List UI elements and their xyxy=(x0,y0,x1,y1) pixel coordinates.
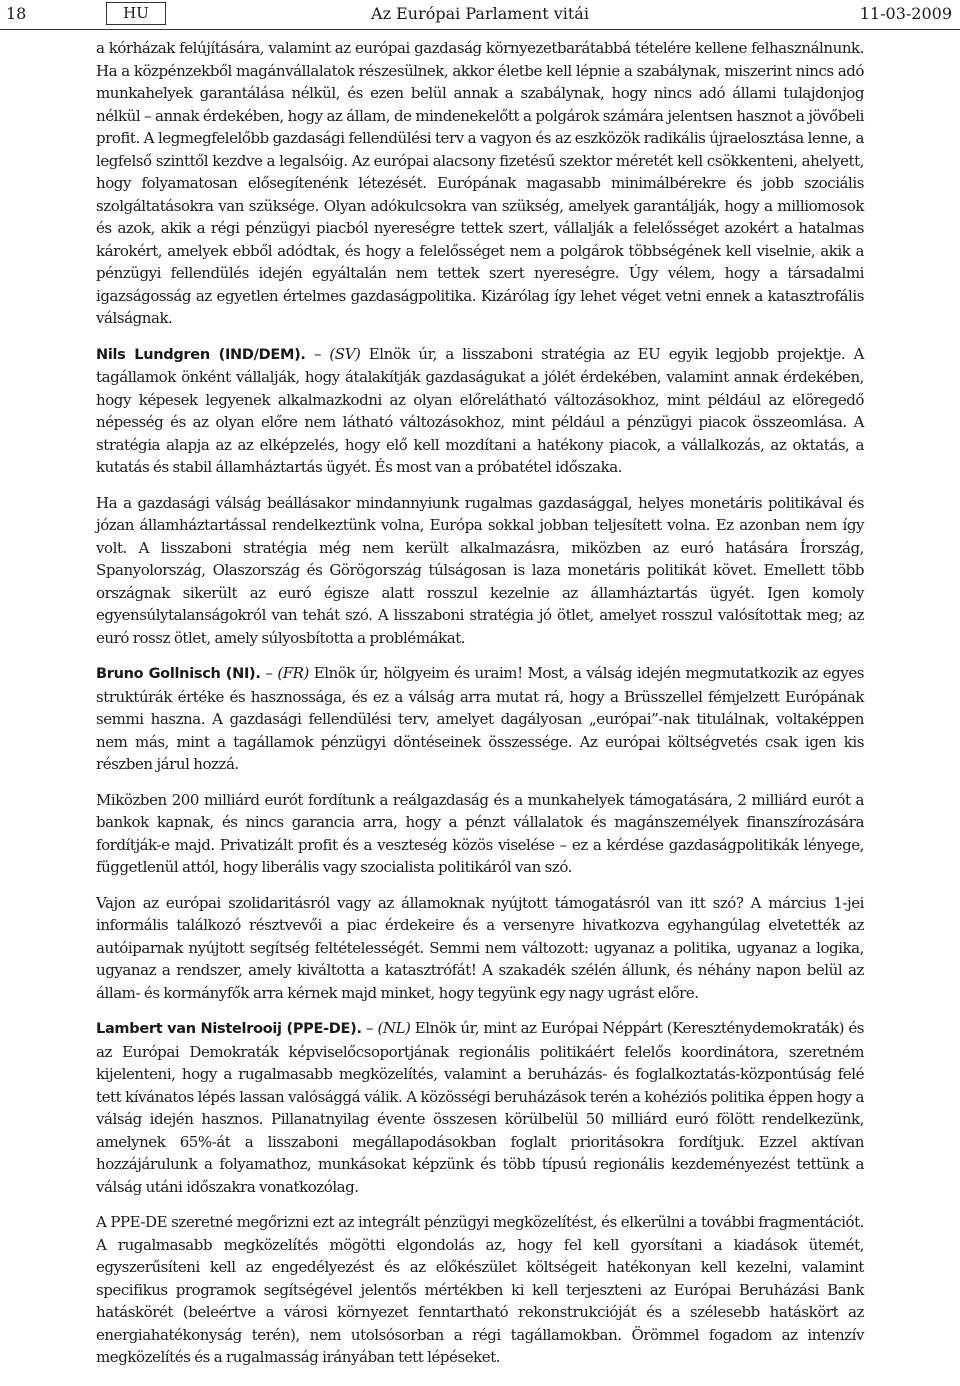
document-body xyxy=(96,37,864,1382)
paragraph-text: Vajon az európai szolidaritásról vagy az államoknak nyújtott támogatásról van itt szó? A március 1-jei informális találkozó résztvevői a piac érdekeire és a versenyre hivatkozva egyhangúlag elvetették az autóiparnak nyújtott segítség feltételességét. Semmi nem változott: ugyanaz a politika, ugyanaz a logika, ugyanaz a rendszer, amely kiváltotta a katasztrófát! A szakadék szélén állunk, és néhány napon belül az állam- és kormányfők arra kérnek majd minket, hogy tegyünk egy nagy ugrást előre. xyxy=(96,893,864,1002)
header-rule xyxy=(0,29,960,30)
speech-paragraph: Bruno Gollnisch (NI). – (FR) Elnök úr, hölgyeim és uraim! Most, a válság idején megmutatkozik az egyes struktúrák értéke és hasznossága, és ez a válság arra mutat rá, hogy a Brüsszellel fémjelzett Európának semmi haszna. A gazdasági fellendülési terv, amelyet dagályosan „európai”-nak titulálnak, voltaképpen nem más, mint a tagállamok pénzügyi döntéseinek összessége. Az európai költségvetés csak igen kis részben járul hozzá. xyxy=(96,664,865,773)
paragraph xyxy=(96,1211,864,1369)
speaker-name: Nils Lundgren (IND/DEM). xyxy=(96,346,306,363)
page-header xyxy=(0,0,960,30)
page-number: 18 xyxy=(6,4,27,23)
paragraph-text: Elnök úr, a lisszaboni stratégia az EU egyik legjobb projektje. A tagállamok önként vállalják, hogy átalakítják gazdaságukat a jólét érdekében, valamint annak érdekében, hogy képesek legyenek alkalmazkodni az olyan előrelátható változásokhoz, mint például az elöregedő népesség és az olyan előre nem látható változásokhoz, mint például a pénzügyi piacok összeomlása. A stratégia alapja az az elképzelés, hogy elő kell mozdítani a hatékony piacok, a vállalkozás, az oktatás, a kutatás és stabil államháztartás ügyét. És most van a próbatétel időszaka. xyxy=(96,344,864,476)
language-tag: (FR) xyxy=(277,664,309,682)
paragraph-text: A PPE-DE szeretné megőrizni ezt az integrált pénzügyi megközelítést, és elkerülni a további fragmentációt. A rugalmasabb megközelítés mögötti elgondolás az, hogy fel kell gyorsítani a kiadások ütemét, egyszerűsíteni kell az engedélyezést és az előkészület költségeit hatékonyan kell kezelni, valamint specifikus programok segítségével jelentős mértékben ki kell terjeszteni az Európai Beruházási Bank hatáskörét (beleértve a városi környezet fenntartható rekonstrukcióját és a szélesebb hatáskört az energiahatékonyság terén), nem utolsósorban a régi tagállamokban. Örömmel fogadom az intenzív megközelítés és a rugalmasság irányában tett lépéseket. xyxy=(96,1213,864,1366)
publication-date: 11-03-2009 xyxy=(859,4,952,23)
speaker-name: Bruno Gollnisch (NI). xyxy=(96,666,261,682)
paragraph-text: Elnök úr, hölgyeim és uraim! Most, a válság idején megmutatkozik az egyes struktúrák értéke és hasznossága, és ez a válság arra mutat rá, hogy a Brüsszellel fémjelzett Európának semmi haszna. A gazdasági fellendülési terv, amelyet dagályosan „európai”-nak titulálnak, voltaképpen nem más, mint a tagállamok pénzügyi döntéseinek összessége. Az európai költségvetés csak igen kis részben járul hozzá. xyxy=(96,664,865,773)
paragraph-text: Elnök úr, mint az Európai Néppárt (Kereszténydemokraták) és az Európai Demokraták képviselőcsoportjának regionális politikáért felelős koordinátora, szeretném kijelenteni, hogy a rugalmasabb megközelítés, valamint a beruházás- és foglalkoztatás-központúság felé tett kívánatos lépés lassan valósággá válik. A közösségi beruházások terén a kohéziós politika éppen hogy a válság idején hasznos. Pillanatnyilag évente összesen körülbelül 50 milliárd euró fölött rendelkezünk, amelynek 65%-át a lisszaboni megállapodásokban foglalt prioritásokra fordítjuk. Ezzel aktívan hozzájárulunk a folyamathoz, munkásokat képzünk és több típusú regionális kezdeményezést tettünk a válság utáni időszakra vonatkozólag. xyxy=(96,1019,864,1196)
paragraph xyxy=(96,789,864,879)
language-tag: (SV) xyxy=(329,344,361,363)
speech-paragraph: Lambert van Nistelrooij (PPE-DE). – (NL) Elnök úr, mint az Európai Néppárt (Kereszténydemokraták) és az Európai Demokraták képviselőcsoportjának regionális politikáért felelős koordinátora, szeretném kijelenteni, hogy a rugalmasabb megközelítés, valamint a beruházás- és foglalkoztatás-központúság felé tett kívánatos lépés lassan valósággá válik. A közösségi beruházások terén a kohéziós politika éppen hogy a válság idején hasznos. Pillanatnyilag évente összesen körülbelül 50 milliárd euró fölött rendelkezünk, amelynek 65%-át a lisszaboni megállapodásokban foglalt prioritásokra fordítjuk. Ezzel aktívan hozzájárulunk a folyamathoz, munkásokat képzünk és több típusú regionális kezdeményezést tettünk a válság utáni időszakra vonatkozólag. xyxy=(96,1019,864,1196)
paragraph xyxy=(96,892,864,1005)
publication-title: Az Európai Parlament vitái xyxy=(371,4,589,23)
paragraph xyxy=(96,492,864,650)
speaker-name: Lambert van Nistelrooij (PPE-DE). xyxy=(96,1021,362,1037)
language-code-box: HU xyxy=(106,2,166,25)
language-tag: (NL) xyxy=(377,1019,411,1037)
speech-paragraph: Nils Lundgren (IND/DEM). – (SV) Elnök úr, a lisszaboni stratégia az EU egyik legjobb projektje. A tagállamok önként vállalják, hogy átalakítják gazdaságukat a jólét érdekében, valamint annak érdekében, hogy képesek legyenek alkalmazkodni az olyan előrelátható változásokhoz, mint például az elöregedő népesség és az olyan előre nem látható változásokhoz, mint például a pénzügyi piacok összeomlása. A stratégia alapja az az elképzelés, hogy elő kell mozdítani a hatékony piacok, a vállalkozás, az oktatás, a kutatás és stabil államháztartás ügyét. És most van a próbatétel időszaka. xyxy=(96,344,864,476)
paragraph-text: Miközben 200 milliárd eurót fordítunk a reálgazdaság és a munkahelyek támogatására, 2 milliárd eurót a bankok kapnak, és nincs garancia arra, hogy a pénzt vállalatok és magánszemélyek finanszírozására fordítják-e majd. Privatizált profit és a veszteség közös viselése – ez a kérdése gazdaságpolitikák lényege, függetlenül attól, hogy liberális vagy szocialista politikáról van szó. xyxy=(96,790,864,876)
paragraph-text: a kórházak felújítására, valamint az európai gazdaság környezetbarátabbá tételére kellene felhasználnunk. Ha a közpénzekből magánvállalatok részesülnek, akkor életbe kell lépnie a szabálynak, miszerint nincs adó munkahelyek garantálása nélkül, és ezen belül annak a szabálynak, hogy nincs adó állami tulajdonjog nélkül – annak érdekében, hogy az állam, de mindenekelőtt a polgárok számára jelentsen hasznot a jövőbeli profit. A legmegfelelőbb gazdasági fellendülési terv a vagyon és az eszközök radikális újraelosztása lenne, a legfelső szinttől kezdve a legalsóig. Az európai alacsony fizetésű szektor méretét kell csökkenteni, ahelyett, hogy folyamatosan elősegítenénk létezését. Európának magasabb minimálbérekre és jobb szociális szolgáltatásokra van szüksége. Olyan adókulcsokra van szükség, amelyek garantálják, hogy a milliomosok és azok, akik a régi pénzügyi piacból nyereségre tettek szert, vállalják a felelősséget azokért a hatalmas károkért, amelyek ebből adódtak, és hogy a felelősséget nem a polgárok többségének kell viselnie, akik a pénzügyi fellendülés idején egyáltalán nem tettek szert nyereségre. Úgy vélem, hogy a társadalmi igazságosság az egyetlen értelmes gazdaságpolitika. Kizárólag így lehet véget vetni ennek a katasztrofális válságnak. xyxy=(96,39,864,327)
paragraph xyxy=(96,37,864,330)
paragraph-text: Ha a gazdasági válság beállásakor mindannyiunk rugalmas gazdasággal, helyes monetáris politikával és józan államháztartással rendelkeztünk volna, Európa sokkal jobban teljesített volna. Ez azonban nem így volt. A lisszaboni stratégia még nem került alkalmazásra, miközben az euró hatására Írország, Spanyolország, Olaszország és Görögország túlságosan is laza monetáris politikát követ. Emellett több országnak sikerült az euró égisze alatt rosszul kezelnie az államháztartás ügyét. Igen komoly egyensúlytalanságokról van tehát szó. A lisszaboni stratégia jó ötlet, amelyet rosszul valósítottak meg; az euró rossz ötlet, amely súlyosbította a problémákat. xyxy=(96,493,864,647)
